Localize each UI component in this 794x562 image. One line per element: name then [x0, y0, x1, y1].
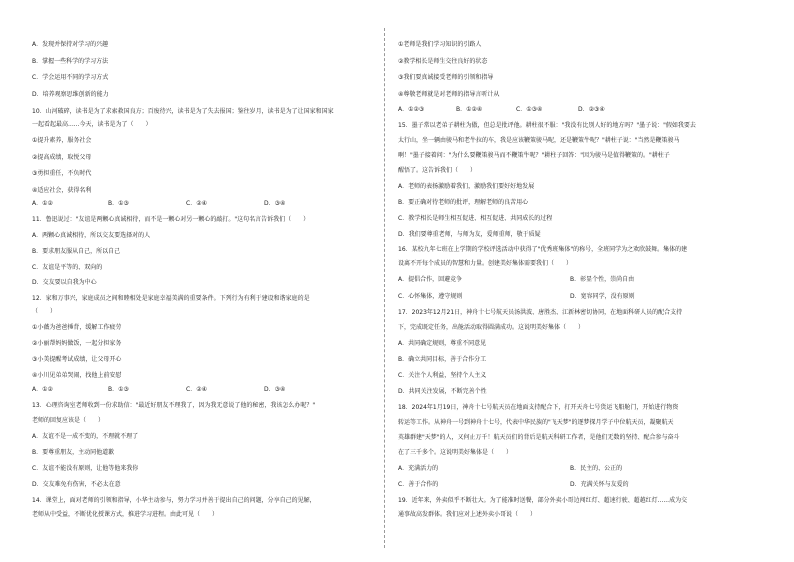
- q14-stem-line-1: 14．课堂上，面对老师的引领和指导，小华主动参与，努力学习并善于提出自己的问题，分享自己的见解，: [32, 497, 316, 504]
- left-column: [32, 0, 374, 562]
- q19-stem-line-2: 通事故高发群体。我们应对上述外卖小哥说（ ）: [398, 511, 537, 518]
- q12-option-d[interactable]: D．③④: [264, 386, 286, 393]
- q14-item-4: ④尊敬老师就是对老师的指导言听计从: [398, 91, 500, 98]
- q10-stem-line-1: 10．山河破碎，读书是为了求索救国良方；百废待兴，读书是为了失去报国；鉴往岁月，读书是为了让国家和国家: [32, 108, 334, 115]
- right-column: [398, 0, 738, 562]
- q16-stem-line-2: 设离不开每个成员的智慧和力量。创建美好集体需要我们（ ）: [398, 260, 573, 267]
- q14-option-c[interactable]: C．①③④: [516, 106, 543, 113]
- column-divider: [384, 28, 385, 548]
- q10-item-3: ③勇担重任，不负时代: [32, 170, 92, 177]
- q10-option-a[interactable]: A．①②: [32, 200, 53, 207]
- q18-option-a[interactable]: A．充满活力的: [398, 465, 439, 472]
- q19-stem-line-1: 19．近年来，外卖似乎不断壮大。为了能准时送餐，部分外卖小哥边闯红灯、超速行驶、超越红灯......成为交: [398, 497, 688, 504]
- q12-options: [32, 386, 285, 394]
- q14-item-2: ②教学相长是师生交往良好的状态: [398, 58, 488, 65]
- q10-stem-line-2: 一起看起最高......今天，读书是为了（ ）: [32, 121, 152, 128]
- q16-option-d[interactable]: D．宽容同学，没有原则: [570, 293, 635, 300]
- q16-stem-line-1: 16．某校九年七班在上学期的学校评选活动中获得了"优秀班集体"的称号，全班同学为之欢欣鼓舞。集体的建: [398, 246, 688, 253]
- q18-option-c[interactable]: C．善于合作的: [398, 481, 439, 488]
- q18-stem-line-4: 在了三千多个。这说明美好集体是（ ）: [398, 449, 513, 456]
- q17-stem-line-2: 下，完成既定任务，出舱活动取得圆满成功。这说明美好集体（ ）: [398, 324, 585, 331]
- q10-option-d[interactable]: D．③④: [264, 200, 286, 207]
- q13-option-c[interactable]: C．友谊不能没有原则，让他等他来我你: [32, 465, 139, 472]
- q9-option-b: B．掌握一些科学的学习方法: [32, 58, 109, 65]
- q14-item-3: ③我们要真诚接受老师的引领和指导: [398, 74, 494, 81]
- q10-options: [32, 200, 285, 208]
- q15-option-d[interactable]: D．我们要尊重老师，与师为友，爱师重师，敬于质疑: [398, 231, 541, 238]
- q14-option-d[interactable]: D．②③④: [578, 106, 605, 113]
- q17-option-a[interactable]: A．共同确定规则，尊重不同意见: [398, 340, 487, 347]
- q12-stem-line-2: （ ）: [32, 308, 57, 315]
- q14-option-a[interactable]: A．①②③: [398, 106, 425, 113]
- q17-stem-line-1: 17．2023年12月21日，神舟十七号航天员汤洪波、唐胜杰、江新林密切协同，在地面科研人员的配合支持: [398, 309, 683, 316]
- q18-option-b[interactable]: B．民主的、公正的: [570, 465, 623, 472]
- q18-stem-line-2: 转运等工作。从神舟一号到神舟十七号，代表中华民族的"飞天梦"的逐梦探月学子中位航天员，凝聚航天: [398, 419, 674, 426]
- q10-item-4: ④适应社会，获得名利: [32, 187, 92, 194]
- q12-item-2: ②小丽帮妈妈做饭，一起分担家务: [32, 340, 122, 347]
- q9-option-d: D．培养观察思维创新的能力: [32, 91, 109, 98]
- q10-item-1: ①提升素养，服务社会: [32, 137, 92, 144]
- q11-option-a[interactable]: A．两颗心真诚相待，所以交友要选择对的人: [32, 232, 151, 239]
- q15-option-b[interactable]: B．要正确对待老师的批评，理解老师的良苦用心: [398, 199, 529, 206]
- q15-option-a[interactable]: A．老师的表扬激励着我们，激励我们要好好地发展: [398, 183, 535, 190]
- q12-option-c[interactable]: C．②④: [186, 386, 207, 393]
- q11-option-d[interactable]: D．交友要以自我为中心: [32, 279, 97, 286]
- q18-option-d[interactable]: D．充满关怀与友爱的: [570, 481, 629, 488]
- q17-option-c[interactable]: C．关注个人利益，坚持个人主义: [398, 372, 487, 379]
- q10-option-c[interactable]: C．②④: [186, 200, 207, 207]
- q14-option-b[interactable]: B．①②④: [456, 106, 483, 113]
- q13-option-b[interactable]: B．要尊重朋友，主动同他道歉: [32, 449, 115, 456]
- q15-option-c[interactable]: C．教学相长是师生相互促进、相互促进、共同成长的过程: [398, 215, 553, 222]
- q12-option-b[interactable]: B．①③: [108, 386, 129, 393]
- q15-stem-line-2: 太行山，坐一辆由骏马和老牛拉的车，我是应该鞭策骏马呢，还是鞭策牛呢？"耕柱子说："当然是鞭策骏马: [398, 137, 680, 144]
- q15-stem-line-4: 醒悟了。这告诉我们（ ）: [398, 167, 477, 174]
- q13-option-a[interactable]: A．友谊不是一成不变的，不理就不理了: [32, 433, 139, 440]
- q12-item-4: ④小川见弟弟哭闹，找他上前安慰: [32, 372, 122, 379]
- q15-stem-line-1: 15．墨子常以老弟子耕柱为傲，但总是批评他。耕柱很不服："我没有比别人好的地方吗？"墨子说："假如我要去: [398, 122, 696, 129]
- q10-item-2: ②提高成绩，取悦父母: [32, 154, 92, 161]
- q16-option-b[interactable]: B．彰显个性，崇尚自由: [570, 276, 635, 283]
- q16-option-c[interactable]: C．心怀集体，遵守规则: [398, 293, 463, 300]
- q17-option-b[interactable]: B．确立共同目标，善于合作分工: [398, 356, 487, 363]
- q11-option-c[interactable]: C．友谊是平等的、双向的: [32, 264, 103, 271]
- q9-option-a: A．发现并保持对学习的兴趣: [32, 41, 109, 48]
- q17-option-d[interactable]: D．共同关注发展，不断完善个性: [398, 388, 487, 395]
- q12-stem-line-1: 12．家和万事兴，家庭成员之间和睦相处是家庭幸福美满的重要条件。下列行为有利于建设和谐家庭的是: [32, 295, 310, 302]
- q12-item-1: ①小薇为爸爸捶背，缓解工作疲劳: [32, 324, 122, 331]
- q12-item-3: ③小美提醒考试成绩，让父母开心: [32, 356, 122, 363]
- q9-option-c: C．学会运用不同的学习方式: [32, 74, 109, 81]
- q11-option-b[interactable]: B．要求朋友服从自己，所以自己: [32, 248, 121, 255]
- q18-stem-line-1: 18．2024年1月19日，神舟十七号航天员在地面支持配合下，打开天舟七号货运飞船舱门，开始进行物资: [398, 404, 679, 411]
- q15-stem-line-3: 啊！"墨子接着问："为什么要鞭策骏马而不鞭策牛呢？"耕柱子回答："因为骏马是值得鞭策的。"耕柱子: [398, 152, 670, 159]
- q14-item-1: ①老师是我们学习知识的引路人: [398, 41, 482, 48]
- q16-option-a[interactable]: A．提倡合作，回避竞争: [398, 276, 463, 283]
- q10-option-b[interactable]: B．①③: [108, 200, 129, 207]
- q12-option-a[interactable]: A．①②: [32, 386, 53, 393]
- q11-stem: 11．鲁迅说过："友谊是两颗心真诚相待，而不是一颗心对另一颗心的敲打。"这句名言告诉我们（ ）: [32, 216, 310, 223]
- q13-option-d[interactable]: D．交友难免有伤害，不必太在意: [32, 481, 121, 488]
- q18-stem-line-3: 英雄群建"天梦"的人，又何止万千！航天员们的背后是航天科研工作者，是他们无数的坚持、配合参与奋斗: [398, 434, 680, 441]
- q13-stem-line-2: 老师的回复应该是（ ）: [32, 417, 105, 424]
- q13-stem-line-1: 13．心理咨询室老师收到一份求助信："最近好朋友不理我了，因为我无意说了他的秘密，我该怎么办呢？": [32, 402, 316, 409]
- q14-options: [398, 106, 605, 114]
- q14-stem-line-2: 老师从中受益，不断优化授课方式，推进学习进程。由此可见（ ）: [32, 511, 219, 518]
